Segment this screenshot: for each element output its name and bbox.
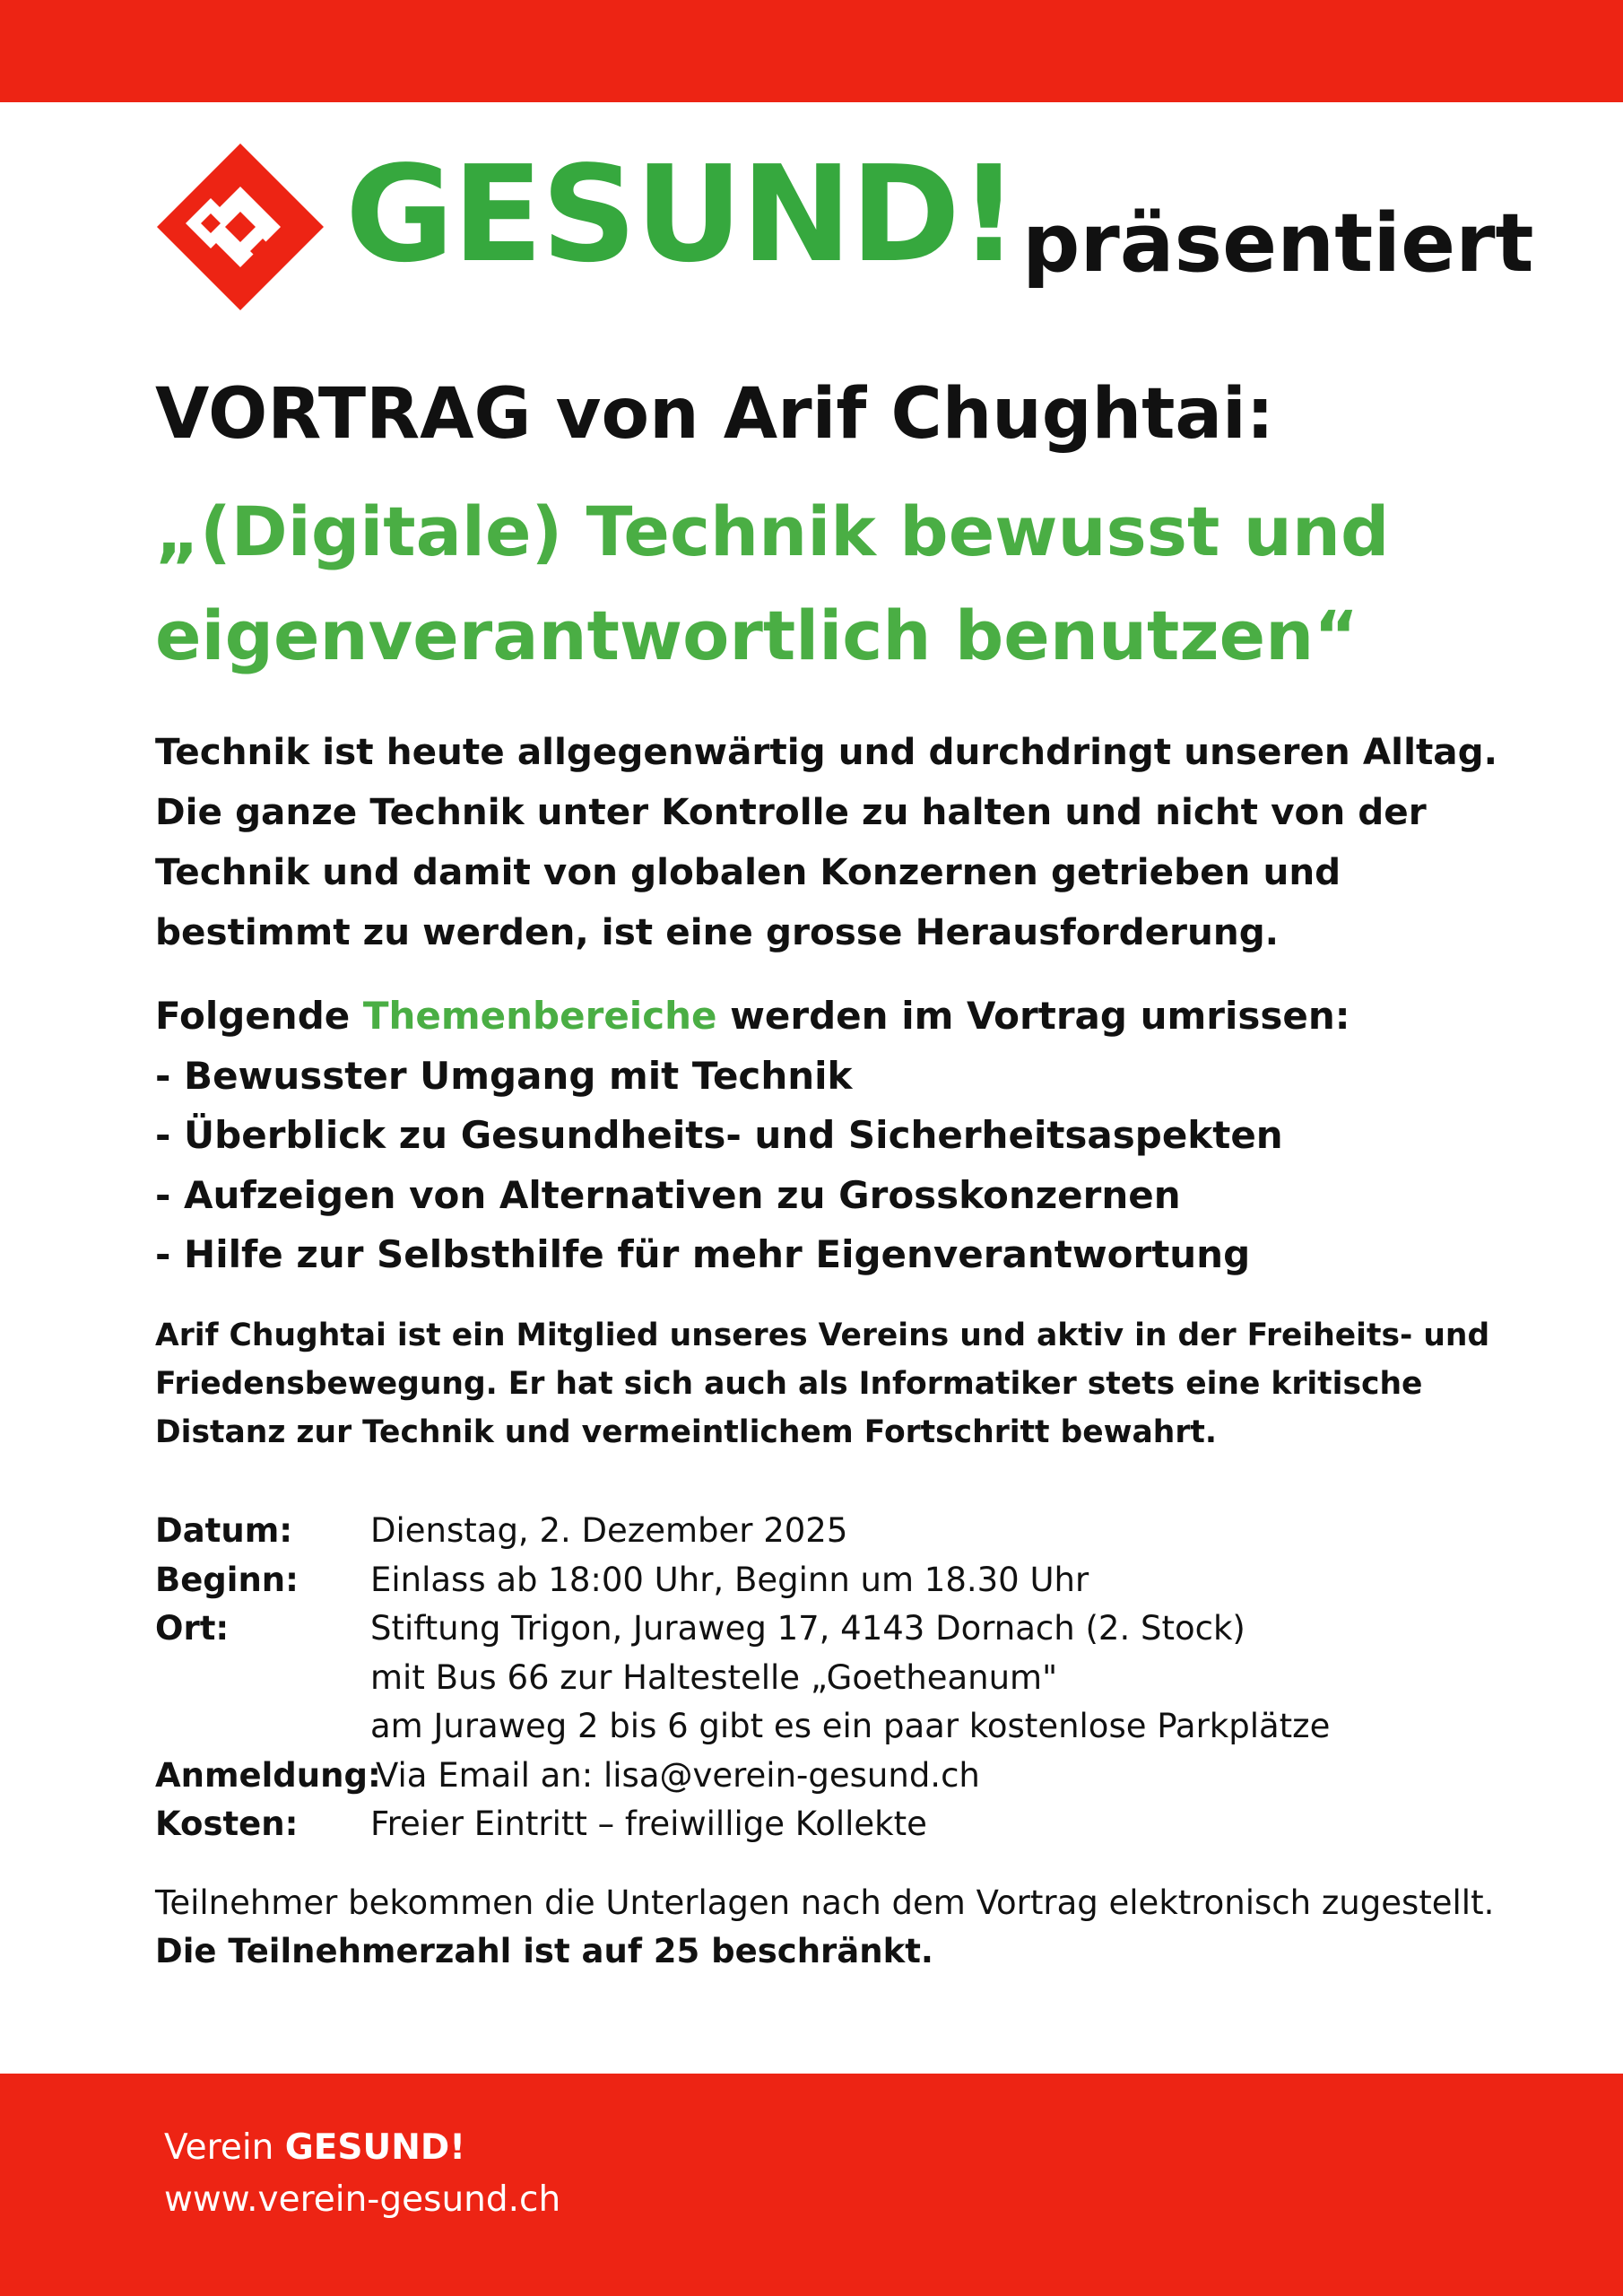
footer-organization	[164, 2122, 560, 2174]
documents-note: Teilnehmer bekommen die Unterlagen nach dem Vortrag elektronisch zugestellt.	[155, 1883, 1495, 1922]
speaker-bio: Arif Chughtai ist ein Mitglied unseres Vereins und aktiv in der Freiheits- und Friedensbewegung. Er hat sich auch als Informatiker stets eine kritische Distanz zur Technik und vermeintlichem Fortschritt bewahrt.	[155, 1318, 1490, 1450]
detail-row-place-3	[155, 1702, 1330, 1752]
detail-row-place	[155, 1605, 1330, 1654]
footer	[164, 2122, 560, 2226]
capacity-note: Die Teilnehmerzahl ist auf 25 beschränkt.	[155, 1932, 933, 1970]
diamond-logo-icon	[155, 142, 325, 312]
date-label: Datum:	[155, 1511, 293, 1550]
brand-name: GESUND!	[345, 137, 1018, 291]
list-item: - Hilfe zur Selbsthilfe für mehr Eigenverantwortung	[155, 1232, 1251, 1276]
detail-row-start	[155, 1556, 1330, 1605]
topics-intro-text: Folgende	[155, 994, 363, 1038]
registration-value[interactable]: Via Email an: lisa@verein-gesund.ch	[376, 1755, 980, 1795]
participant-note	[155, 1879, 1494, 1976]
place-value: Stiftung Trigon, Juraweg 17, 4143 Dornach (2. Stock)	[370, 1609, 1245, 1648]
cost-value: Freier Eintritt – freiwillige Kollekte	[370, 1805, 927, 1843]
detail-row-place-2	[155, 1654, 1330, 1703]
cost-label: Kosten:	[155, 1805, 299, 1843]
talk-title: VORTRAG von Arif Chughtai:	[155, 374, 1274, 455]
date-value: Dienstag, 2. Dezember 2025	[370, 1511, 848, 1550]
intro-paragraph: Technik ist heute allgegenwärtig und durchdringt unseren Alltag. Die ganze Technik unter Kontrolle zu halten und nicht von der Technik und damit von globalen Konzernen getrieben und bestimmt zu werden, ist eine grosse Herausforderung.	[155, 730, 1498, 953]
detail-row-cost	[155, 1800, 1330, 1849]
place-parking: am Juraweg 2 bis 6 gibt es ein paar kostenlose Parkplätze	[370, 1707, 1331, 1745]
presents-label: präsentiert	[1022, 196, 1534, 291]
topics-highlight: Themenbereiche	[362, 994, 717, 1038]
topics-intro	[155, 987, 1554, 1047]
start-label: Beginn:	[155, 1560, 299, 1599]
top-red-band	[0, 0, 1623, 102]
footer-website-link[interactable]: www.verein-gesund.ch	[164, 2179, 561, 2220]
detail-row-registration	[155, 1752, 1330, 1801]
talk-subtitle: „(Digitale) Technik bewusst und eigenverantwortlich benutzen“	[155, 491, 1390, 675]
topics-section	[155, 987, 1554, 1285]
detail-row-date	[155, 1507, 1330, 1556]
registration-label: Anmeldung:	[155, 1755, 381, 1795]
footer-verein: Verein	[164, 2127, 285, 2168]
start-value: Einlass ab 18:00 Uhr, Beginn um 18.30 Uhr	[370, 1560, 1089, 1599]
list-item: - Aufzeigen von Alternativen zu Grosskonzernen	[155, 1172, 1181, 1217]
event-details	[155, 1507, 1330, 1849]
footer-org-name: GESUND!	[284, 2127, 465, 2168]
list-item: - Überblick zu Gesundheits- und Sicherheitsaspekten	[155, 1113, 1283, 1157]
place-label: Ort:	[155, 1609, 230, 1648]
place-directions: mit Bus 66 zur Haltestelle „Goetheanum"	[370, 1657, 1058, 1697]
list-item: - Bewusster Umgang mit Technik	[155, 1053, 853, 1098]
topics-intro-text-end: werden im Vortrag umrissen:	[716, 994, 1350, 1038]
